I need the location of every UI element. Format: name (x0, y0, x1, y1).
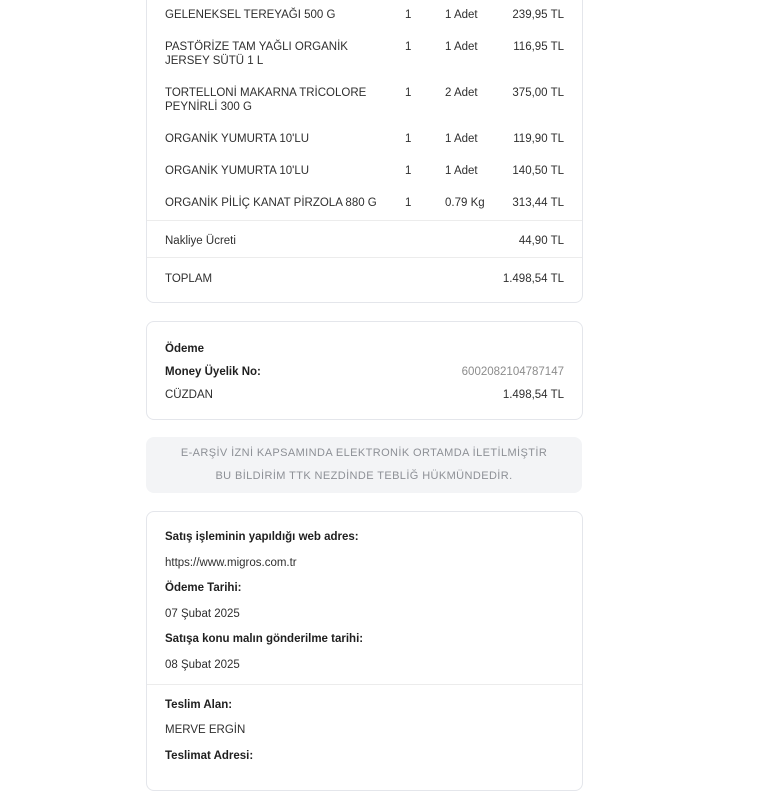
item-unit: 1 Adet (445, 165, 478, 177)
item-name: ORGANİK YUMURTA 10'LU (165, 133, 310, 145)
web-address-value: https://www.migros.com.tr (165, 557, 297, 569)
item-unit: 1 Adet (445, 9, 478, 21)
item-price: 116,95 TL (513, 41, 564, 53)
item-name: ORGANİK YUMURTA 10'LU (165, 165, 310, 177)
receiver-value: MERVE ERGİN (165, 724, 246, 736)
item-name: ORGANİK PİLİÇ KANAT PİRZOLA 880 G (165, 197, 377, 209)
member-label: Money Üyelik No: (165, 366, 261, 378)
item-name: PASTÖRİZE TAM YAĞLI ORGANİK JERSEY SÜTÜ 1 L (165, 41, 348, 67)
ship-date-label: Satışa konu malın gönderilme tarihi: (165, 633, 364, 645)
item-unit: 2 Adet (445, 87, 478, 99)
item-name: GELENEKSEL TEREYAĞI 500 G (165, 9, 336, 21)
payment-card (146, 321, 583, 420)
payment-method-value: 1.498,54 TL (502, 389, 564, 401)
total-label: TOPLAM (165, 273, 213, 285)
item-qty: 1 (405, 133, 412, 145)
item-unit: 1 Adet (445, 133, 478, 145)
shipping-value: 44,90 TL (518, 235, 564, 247)
delivery-address-label: Teslimat Adresi: (165, 750, 254, 762)
notice-line-2: BU BİLDİRİM TTK NEZDİNDE TEBLİĞ HÜKMÜNDEDİR. (215, 470, 513, 482)
total-value: 1.498,54 TL (502, 273, 564, 285)
member-value: 6002082104787147 (461, 366, 564, 378)
web-address-label: Satış işleminin yapıldığı web adres: (165, 531, 359, 543)
item-unit: 0.79 Kg (445, 197, 485, 209)
item-qty: 1 (405, 41, 412, 53)
item-qty: 1 (405, 9, 412, 21)
item-qty: 1 (405, 197, 412, 209)
item-price: 119,90 TL (513, 133, 564, 145)
item-price: 313,44 TL (512, 197, 564, 209)
divider (147, 220, 582, 221)
payment-date-label: Ödeme Tarihi: (165, 582, 242, 594)
item-price: 140,50 TL (512, 165, 564, 177)
item-qty: 1 (405, 165, 412, 177)
shipping-label: Nakliye Ücreti (165, 235, 236, 247)
receiver-label: Teslim Alan: (165, 699, 233, 711)
item-qty: 1 (405, 87, 412, 99)
notice-line-1: E-ARŞİV İZNİ KAPSAMINDA ELEKTRONİK ORTAMDA İLETİLMİŞTİR (180, 447, 548, 459)
order-items-card (146, 0, 583, 303)
item-name: TORTELLONİ MAKARNA TRİCOLORE PEYNİRLİ 300 G (165, 87, 367, 113)
ship-date-value: 08 Şubat 2025 (165, 659, 240, 671)
payment-title: Ödeme (165, 343, 204, 355)
order-details-card (146, 511, 583, 791)
item-unit: 1 Adet (445, 41, 478, 53)
payment-date-value: 07 Şubat 2025 (165, 608, 240, 620)
divider (147, 257, 582, 258)
item-price: 239,95 TL (512, 9, 564, 21)
divider (147, 684, 582, 685)
payment-method-label: CÜZDAN (165, 389, 213, 401)
e-archive-notice (146, 437, 582, 493)
item-price: 375,00 TL (512, 87, 564, 99)
